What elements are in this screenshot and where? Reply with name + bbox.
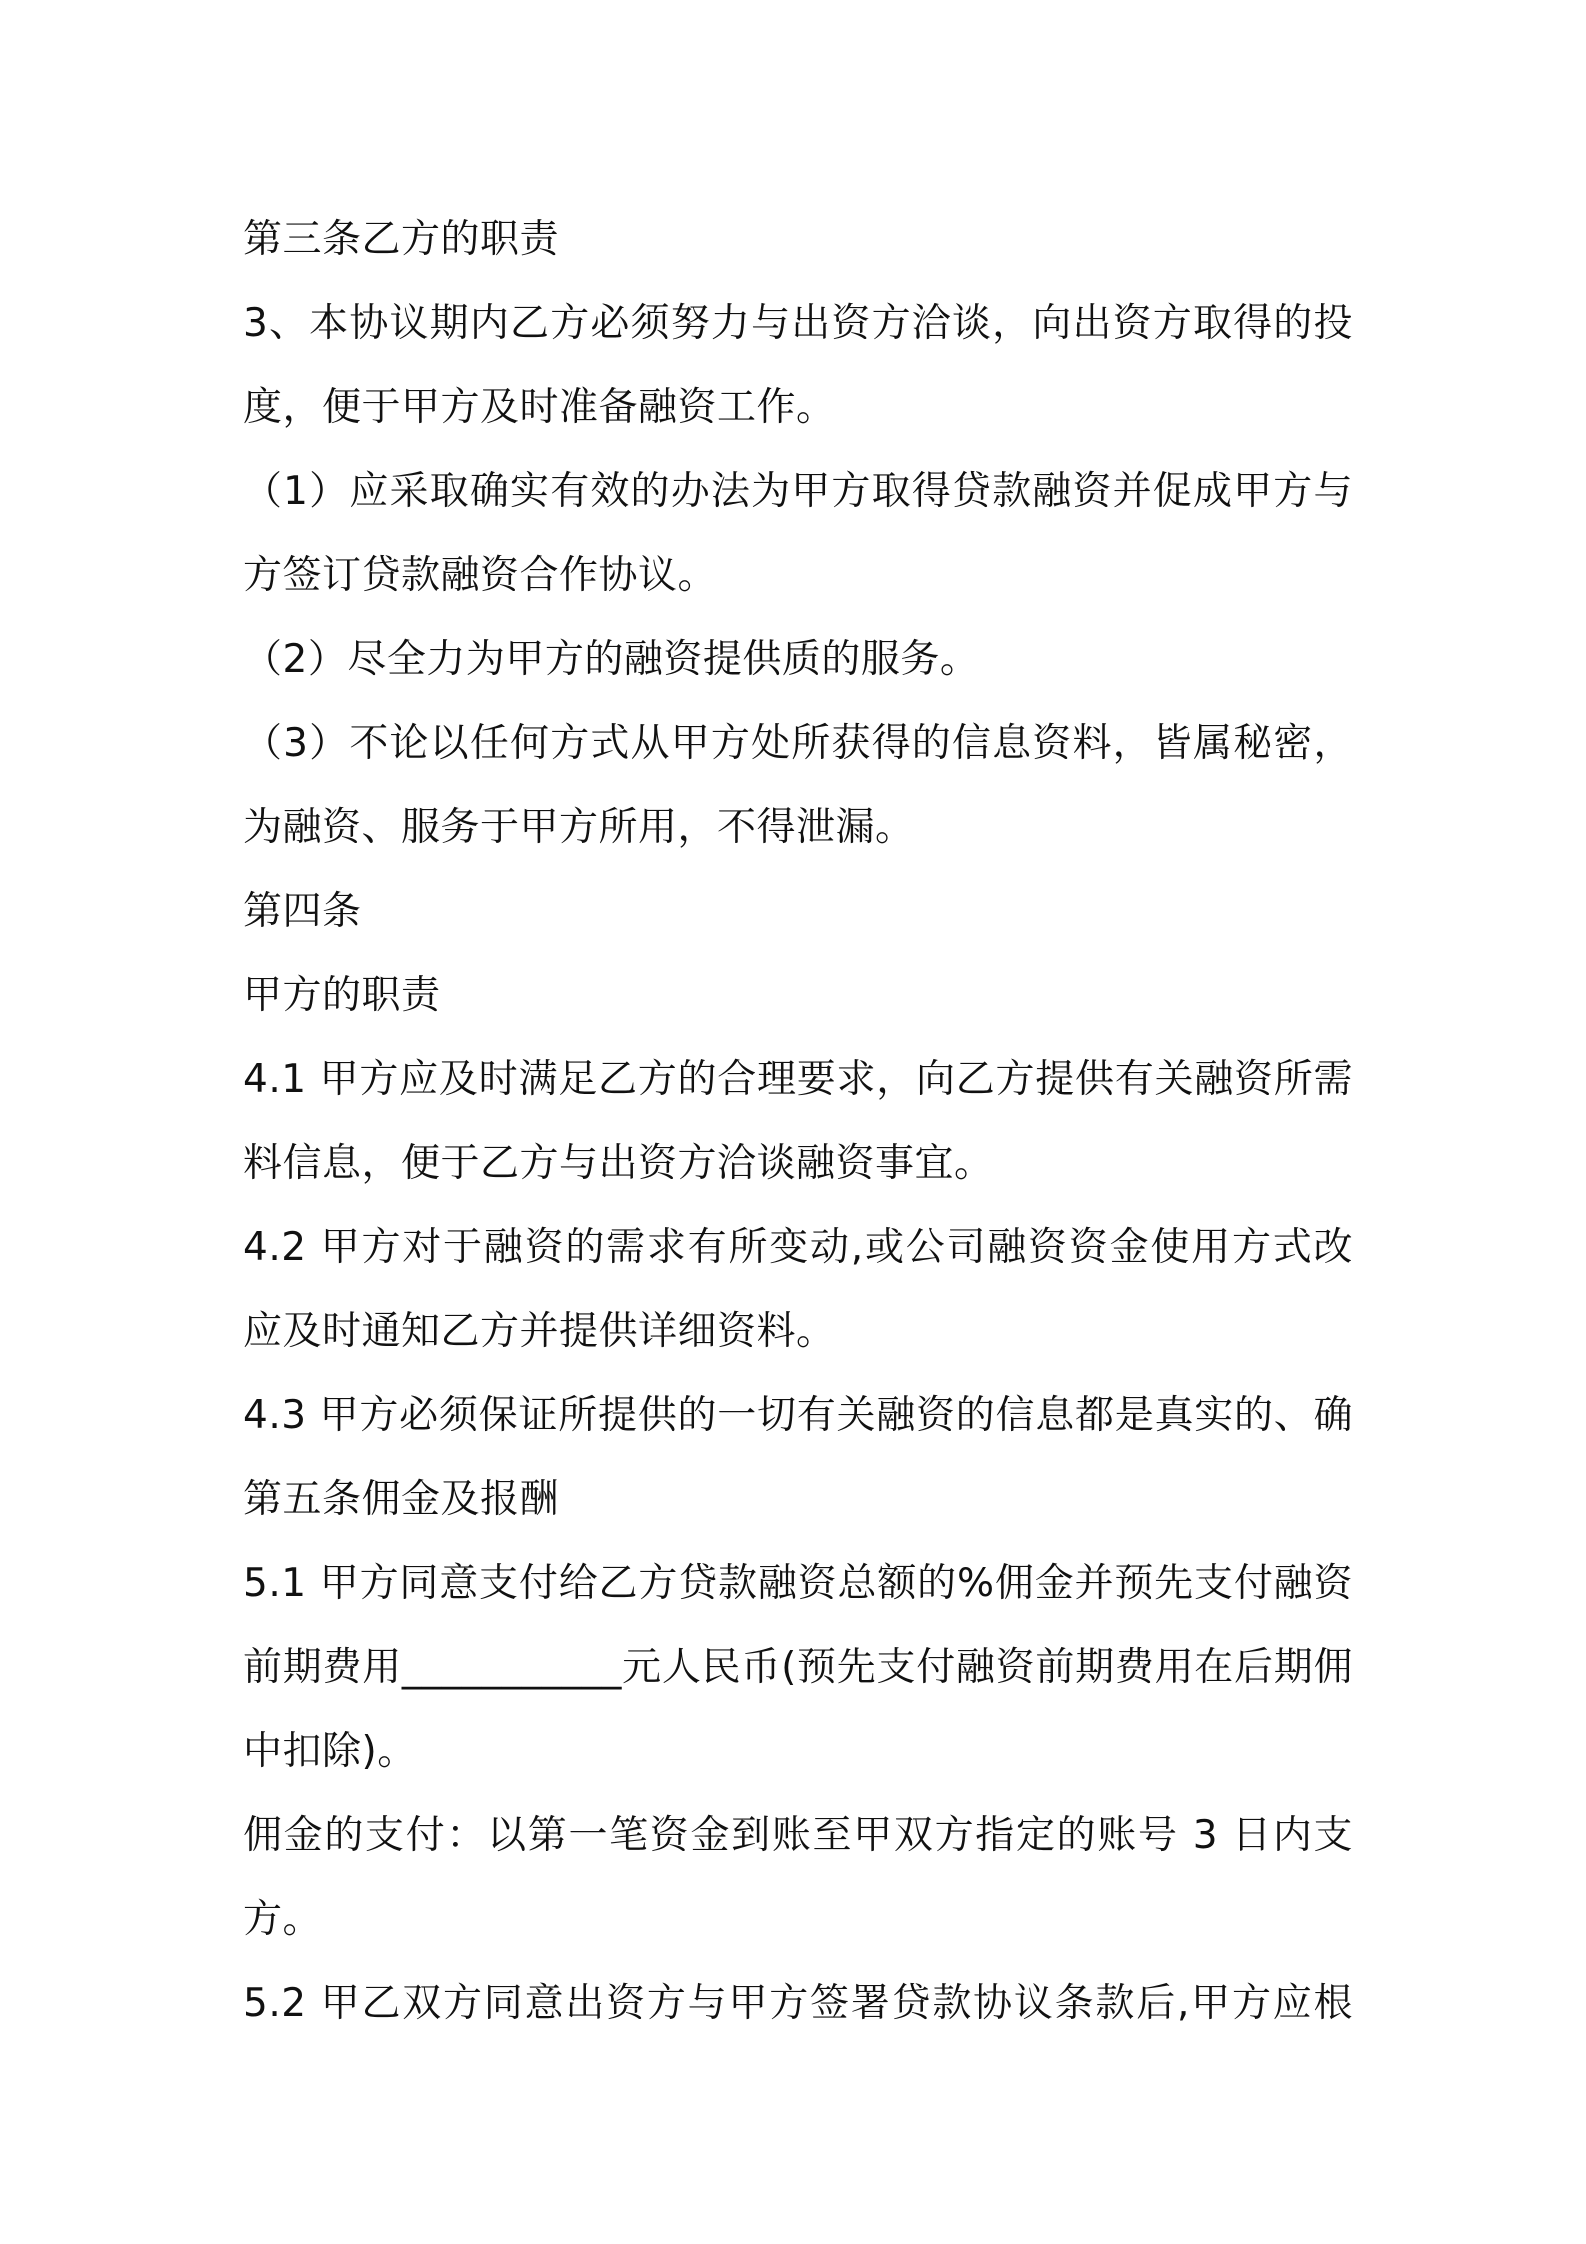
article-5-heading: 第五条佣金及报酬 (243, 1477, 560, 1522)
paragraph-line: （1）应采取确实有效的办法为甲方取得贷款融资并促成甲方与 (243, 469, 1353, 514)
contract-text (243, 198, 1353, 2046)
paragraph-line: 料信息，便于乙方与出资方洽谈融资事宜。 (243, 1141, 994, 1186)
paragraph-line: 4.2 甲方对于融资的需求有所变动,或公司融资资金使用方式改 (243, 1225, 1353, 1270)
paragraph-line: 4.1 甲方应及时满足乙方的合理要求，向乙方提供有关融资所需 (243, 1057, 1353, 1102)
paragraph-line: 应及时通知乙方并提供详细资料。 (243, 1309, 836, 1354)
paragraph-line: 4.3 甲方必须保证所提供的一切有关融资的信息都是真实的、确 (243, 1393, 1353, 1438)
paragraph-line: 为融资、服务于甲方所用，不得泄漏。 (243, 805, 915, 850)
paragraph-line: 方签订贷款融资合作协议。 (243, 553, 718, 598)
paragraph-line: （2）尽全力为甲方的融资提供质的服务。 (243, 637, 980, 682)
paragraph-line: 方。 (243, 1897, 323, 1942)
section-heading: 甲方的职责 (243, 973, 441, 1018)
article-3-heading: 第三条乙方的职责 (243, 217, 560, 262)
paragraph-line: 度，便于甲方及时准备融资工作。 (243, 385, 836, 430)
paragraph-line: 佣金的支付：以第一笔资金到账至甲双方指定的账号 3 日内支 (243, 1813, 1353, 1858)
paragraph-line: 中扣除)。 (243, 1729, 417, 1774)
paragraph-line: （3）不论以任何方式从甲方处所获得的信息资料，皆属秘密， (243, 721, 1353, 766)
paragraph-line: 前期费用___________元人民币(预先支付融资前期费用在后期佣 (243, 1645, 1353, 1690)
paragraph-line: 5.1 甲方同意支付给乙方贷款融资总额的%佣金并预先支付融资 (243, 1561, 1353, 1606)
paragraph-line: 5.2 甲乙双方同意出资方与甲方签署贷款协议条款后,甲方应根 (243, 1981, 1353, 2026)
article-4-heading: 第四条 (243, 889, 362, 934)
paragraph-line: 3、本协议期内乙方必须努力与出资方洽谈，向出资方取得的投 (243, 301, 1353, 346)
